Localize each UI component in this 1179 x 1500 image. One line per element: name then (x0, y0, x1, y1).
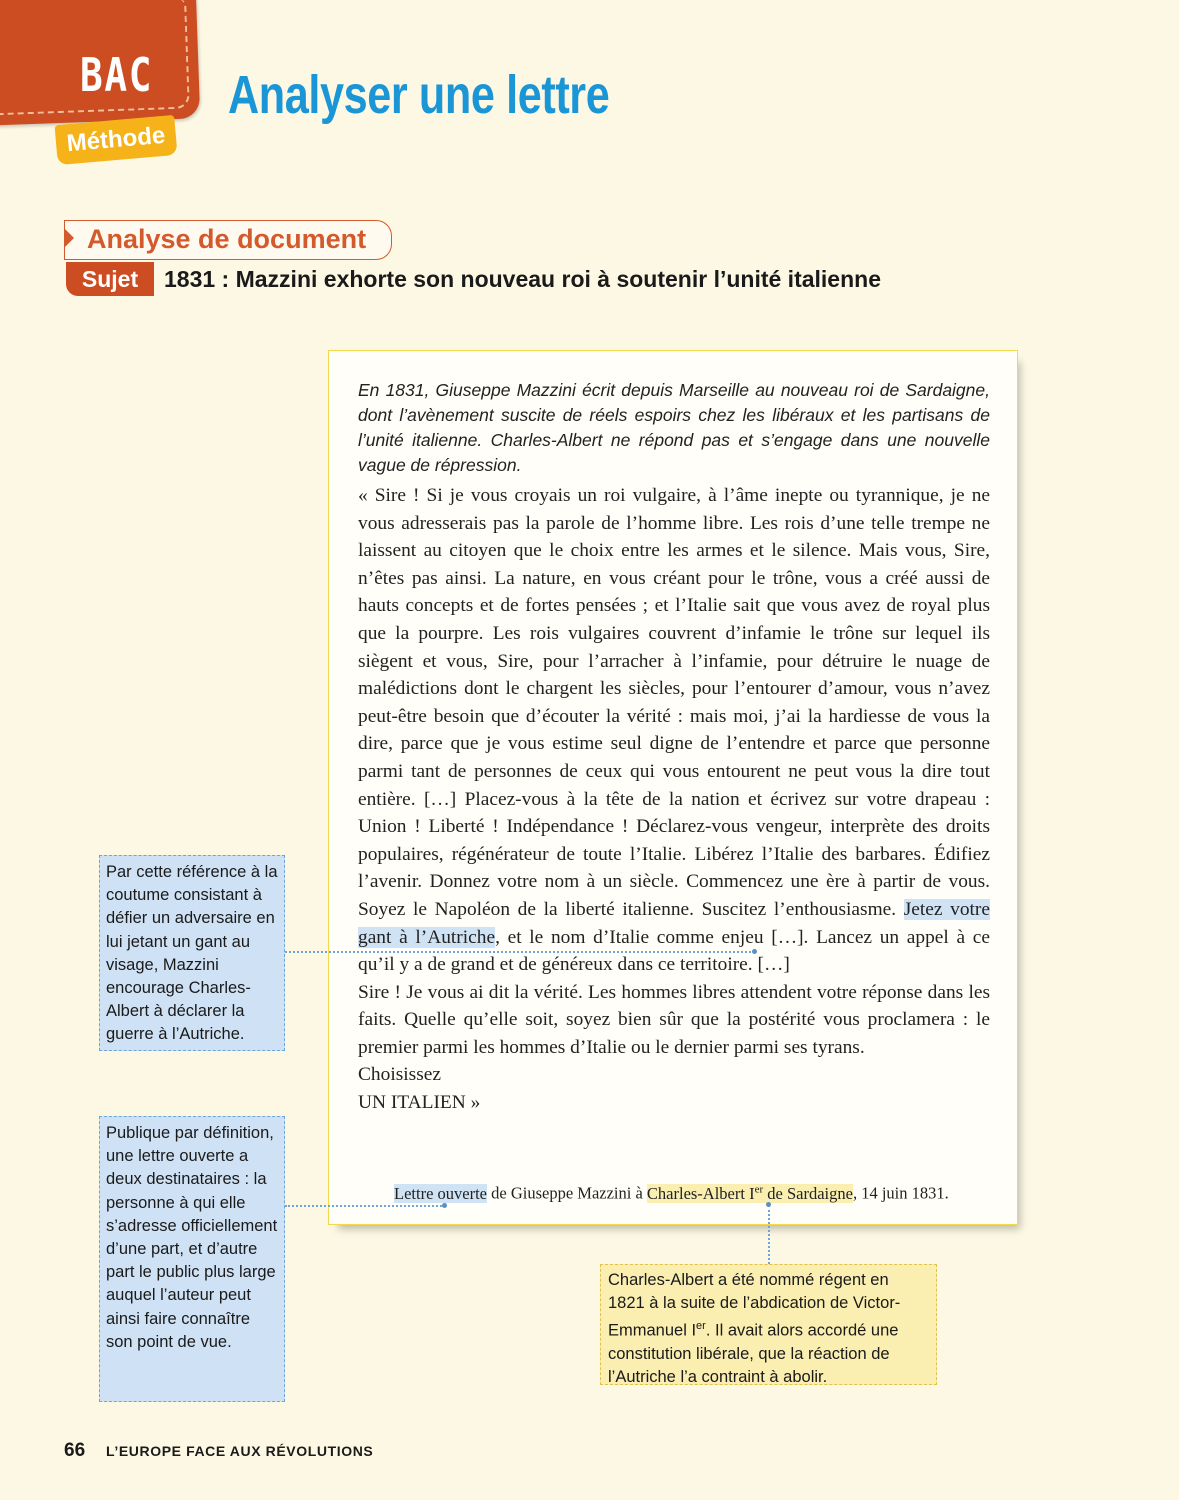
note-text: . Il avait alors accordé une constitution libérale, que la réaction de l’Autriche l’a contraint à abolir. (608, 1321, 899, 1387)
connector-dot (766, 1202, 771, 1207)
letter-text-part: , et le nom d’Italie comme enjeu […]. Lancez un appel à ce qu’il y a de grand et de généreux dans ce territoire. […] (358, 926, 990, 976)
methode-tag: Méthode (54, 115, 177, 165)
source-text: de Giuseppe Mazzini à (487, 1183, 647, 1203)
highlight-lettre-ouverte: Lettre ouverte (394, 1183, 487, 1203)
sujet-tab: Sujet (66, 262, 154, 296)
letter-text-part: « Sire ! Si je vous croyais un roi vulgaire, à l’âme inepte ou tyrannique, je ne vous adresserais pas la parole de l’homme libre. Les rois d’une telle trempe ne laissent au citoyen que le choix entre les armes et le silence. Mais vous, Sire, n’êtes pas ainsi. La nature, en vous créant pour le trône, vous a créé aussi de hauts concepts et de fortes pensées ; et l’Italie sait que vous avez de royal plus que la pourpre. Les rois vulgaires couvrent d’infamie le trône sur lequel ils siègent et vous, Sire, pour l’arracher à l’infamie, pour détruire le nuage de malédictions dont le chargent les siècles, pour l’entourer d’amour, vous n’avez peut-être besoin que d’écouter la vérité : mais moi, j’ai la hardiesse de vous la dire, parce que je vous estime seul digne de l’entendre et parce que personne parmi tant de personnes de ceux qui vous entourent ne peut vous la dire tout entière. […] Placez-vous à la tête de la nation et écrivez sur votre drapeau : Union ! Liberté ! Indépendance ! Déclarez-vous vengeur, interprète des droits populaires, régénérateur de toute l’Italie. Libérez l’Italie des barbares. Édifiez l’avenir. Donnez votre nom à un siècle. Commencez une ère à partir de vous. Soyez le Napoléon de la liberté italienne. Suscitez l’enthousiasme. (358, 485, 990, 920)
connector-dot (442, 1203, 447, 1208)
section-label: Analyse de document (87, 224, 367, 254)
letter-paragraph (358, 482, 990, 979)
source-superscript: er (754, 1183, 764, 1195)
connector-line (768, 1205, 770, 1264)
document-source (394, 1178, 994, 1205)
letter-signature: UN ITALIEN » (358, 1092, 481, 1114)
letter-text (358, 482, 990, 1117)
arrow-icon (64, 228, 74, 248)
letter-closing: Choisissez (358, 1064, 441, 1086)
highlight-charles-albert (647, 1184, 853, 1203)
bac-label: BAC (80, 48, 154, 102)
source-text: de Sardaigne (763, 1183, 853, 1203)
highlight-gant: Jetez votre gant à l’Autriche (358, 898, 990, 948)
document-intro: En 1831, Giuseppe Mazzini écrit depuis Marseille au nouveau roi de Sardaigne, dont l’avènement suscite de réels espoirs chez les libéraux et les partisans de l’unité italienne. Charles-Albert ne répond pas et s’engage dans une nouvelle vague de répression. (358, 380, 990, 475)
connector-line (285, 1205, 445, 1207)
note-lettre-ouverte: Publique par définition, une lettre ouverte a deux destinataires : la personne à qui elle s’adresse officiellement d’une part, et d’autre part le public plus large auquel l’auteur peut ainsi faire connaître son point de vue. (99, 1116, 285, 1402)
note-text: Charles-Albert a été nommé régent en 1821 à la suite de l’abdication de Victor-Emmanuel I (608, 1271, 901, 1340)
page-number: 66 (64, 1440, 86, 1461)
connector-dot (752, 949, 757, 954)
running-head: L’EUROPE FACE AUX RÉVOLUTIONS (106, 1443, 374, 1459)
note-superscript: er (696, 1320, 706, 1333)
source-text: , 14 juin 1831. (852, 1183, 949, 1203)
letter-paragraph: Sire ! Je vous ai dit la vérité. Les hommes libres attendent votre réponse dans les faits. Quelle qu’elle soit, soyez bien sûr que la postérité vous proclamera : le premier parmi les hommes d’Italie ou le dernier parmi ses tyrans. (358, 981, 990, 1058)
connector-line (285, 951, 755, 953)
page-title: Analyser une lettre (228, 65, 610, 125)
note-gant: Par cette référence à la coutume consistant à défier un adversaire en lui jetant un gant au visage, Mazzini encourage Charles-Albert à déclarer la guerre à l’Autriche. (99, 855, 285, 1051)
source-text: Charles-Albert I (646, 1183, 755, 1203)
note-charles-albert (600, 1264, 937, 1385)
sujet-title: 1831 : Mazzini exhorte son nouveau roi à soutenir l’unité italienne (164, 266, 881, 292)
